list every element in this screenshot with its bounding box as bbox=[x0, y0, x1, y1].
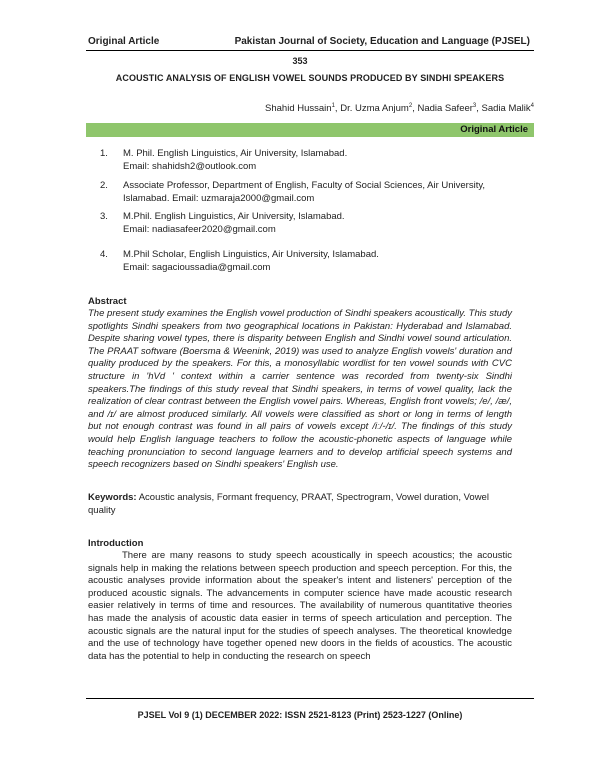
affiliation-line: M. Phil. English Linguistics, Air University, Islamabad. bbox=[123, 148, 348, 159]
paper-title: ACOUSTIC ANALYSIS OF ENGLISH VOWEL SOUNDS PRODUCED BY SINDHI SPEAKERS bbox=[115, 73, 505, 83]
author-name: Sadia Malik bbox=[481, 103, 531, 115]
affiliation-item bbox=[100, 180, 520, 205]
author-affiliation-mark: 2 bbox=[408, 103, 413, 109]
header-article-type: Original Article bbox=[88, 36, 160, 47]
affiliation-item bbox=[100, 148, 520, 173]
author-affiliation-mark: 3 bbox=[472, 103, 477, 109]
affiliation-email: Email: shahidsh2@outlook.com bbox=[123, 160, 257, 172]
keywords-label: Keywords: bbox=[88, 492, 137, 503]
author-affiliation-mark: 1 bbox=[331, 103, 335, 109]
affiliation-line: M.Phil. English Linguistics, Air University, Islamabad. bbox=[123, 211, 345, 222]
article-type-banner bbox=[86, 123, 534, 137]
introduction-body: There are many reasons to study speech acoustically in speech acoustics; the acoustic signals help in making the relations between speech production and speech perception. For this, the acoustic analyses provide information about the speaker's intent and listeners' perception of the produced acoustic signals. The advancements in computer science have made acoustic research easier relatively in terms of time and resources. The availability of numerous quantitative theories has made the analysis of acoustic data easier in terms of speech articulation and perception. The acoustic signals are the natural input for the studies of speech analyses. The theoretical knowledge and the use of technology have together opened new doors in the fields of acoustics. The acoustic data has the potential to help in conducting the research on speech bbox=[88, 550, 512, 662]
header-divider bbox=[86, 50, 534, 51]
keywords-text: Acoustic analysis, Formant frequency, PRAAT, Spectrogram, Vowel duration, Vowel quality bbox=[88, 492, 489, 516]
article-type-label: Original Article bbox=[460, 124, 528, 135]
introduction-heading: Introduction bbox=[88, 538, 144, 549]
author-list: Shahid Hussain$^1$, Dr. Uzma Anjum$^2$, Nadia Safeer$^3$, Sadia Malik$^4$ bbox=[265, 103, 534, 115]
footer-journal-info: PJSEL Vol 9 (1) DECEMBER 2022: ISSN 2521-8123 (Print) 2523-1227 (Online) bbox=[137, 710, 463, 720]
header-journal-name: Pakistan Journal of Society, Education and Language (PJSEL) bbox=[234, 36, 530, 47]
affiliation-email: Islamabad. Email: uzmaraja2000@gmail.com bbox=[123, 192, 315, 204]
affiliation-item bbox=[100, 211, 520, 236]
affiliation-number: 3. bbox=[100, 211, 108, 222]
keywords bbox=[88, 492, 512, 517]
affiliation-item bbox=[100, 249, 520, 274]
affiliation-number: 2. bbox=[100, 180, 108, 191]
footer-divider bbox=[86, 698, 534, 699]
affiliation-email: Email: sagacioussadia@gmail.com bbox=[123, 261, 271, 273]
abstract-heading: Abstract bbox=[88, 296, 127, 307]
affiliation-email: Email: nadiasafeer2020@gmail.com bbox=[123, 223, 276, 235]
author-name: Shahid Hussain bbox=[265, 103, 332, 115]
author-name: Dr. Uzma Anjum bbox=[340, 103, 409, 115]
author-affiliation-mark: 4 bbox=[530, 103, 534, 109]
abstract-body: The present study examines the English vowel production of Sindhi speakers acoustically. This study spotlights Sindhi speakers from two geographical locations in Pakistan: Hyderabad and Islamabad. Despite sharing vowel types, there is disparity between English and Sindhi vowel sound articulation. The PRAAT software (Boersma & Weenink, 2019) was used to analyze English vowels' duration and quality produced by the speakers. For this, a monosyllabic wordlist for ten vowel sounds with CVC structure in 'hVd ' context within a carrier sentence was recorded from twenty-six Sindhi speakers.The findings of this study reveal that Sindhi speakers, in terms of vowel quality, lack the realization of clear contrast between the English vowel pairs. Whereas, English front vowels; /e/, /æ/, and /ɪ/ are almost produced similarly. All vowels were classified as short or long in terms of length but not enough contrast was found in all pairs of vowels except /iː/-/ɪ/. The findings of this study would help English language teachers to follow the acoustic-phonetic aspects of language while teaching pronunciation to second language learners and to develop artificial speech systems and speech recognizers based on Sindhi speakers' English use. bbox=[88, 308, 512, 471]
affiliation-number: 4. bbox=[100, 249, 108, 260]
affiliation-line: M.Phil Scholar, English Linguistics, Air University, Islamabad. bbox=[123, 249, 379, 260]
affiliation-number: 1. bbox=[100, 148, 108, 159]
affiliation-line: Associate Professor, Department of English, Faculty of Social Sciences, Air University, bbox=[123, 180, 486, 191]
page-number: 353 bbox=[292, 56, 308, 66]
author-name: Nadia Safeer bbox=[417, 103, 473, 115]
